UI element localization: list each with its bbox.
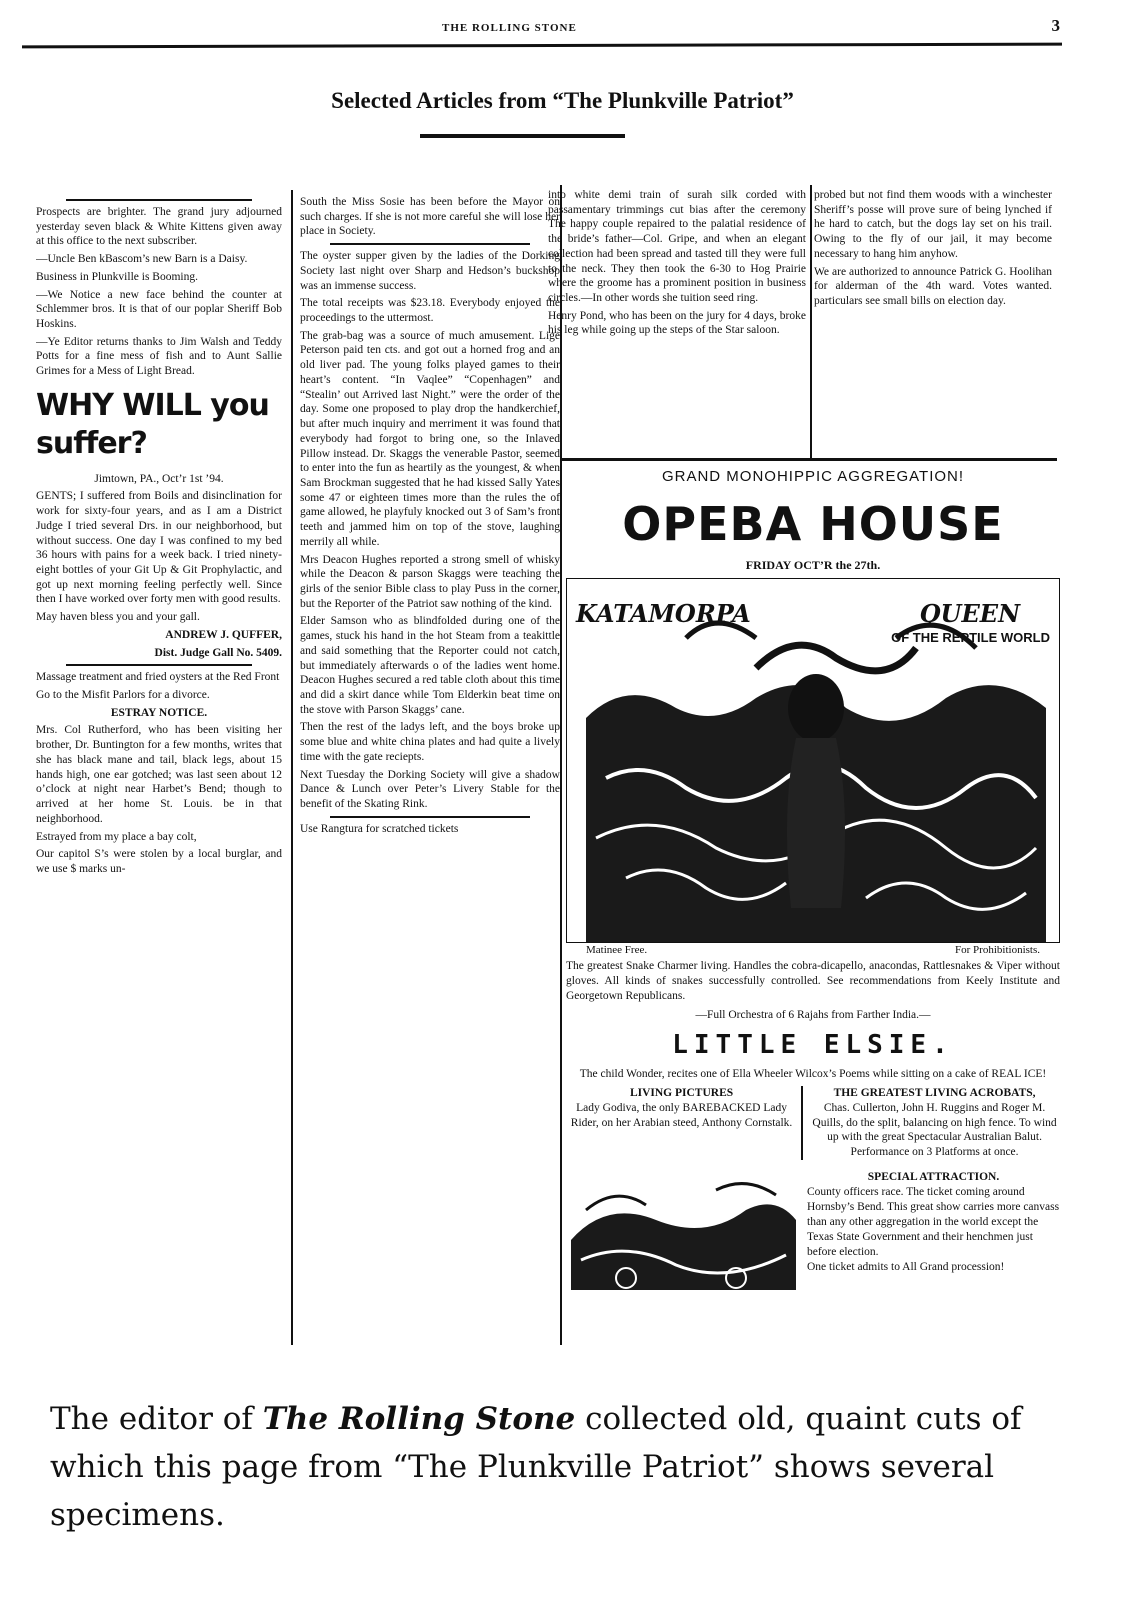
column-rule-1 — [291, 190, 293, 1345]
item-grab-bag: The grab-bag was a source of much amusement. Lige Peterson paid ten cts. and got out a horned frog and an old liver pad. The young folks played games to their heart’s content. “In Vaqlee” “Copenhagen” and “Stealin’ out Arrived last Night.” were the order of the day. Some one proposed to play drop the handkerchief, but after much inquiry and merriment it was found that everybody had forgot to bring one, so the Inlaved Pillow instead. Dr. Skaggs the venerable Pastor, seemed to enter into the fun as heartily as the youngest, & when Sam Brockman suggested that he had kissed Sally Yates some 47 or eighteen times more than the rules the of game allowed, he playfuly knocked out 3 of Sam’s front teeth and jammed him on top of the stove, laughing merrily all while. — [300, 329, 560, 548]
ad-date: FRIDAY OCT’R the 27th. — [745, 558, 881, 573]
column-2 — [300, 195, 560, 1345]
item-rangtura: Use Rangtura for scratched tickets — [300, 822, 459, 835]
ad-reptile-world: OF THE REPTILE WORLD — [891, 629, 1050, 645]
letter-date: Jimtown, PA., Oct’r 1st ’94. — [94, 472, 224, 485]
item-thanks: —Ye Editor returns thanks to Jim Walsh and Teddy Potts for a fine mess of fish and to Aunt Sallie Grimes for a Mess of Light Bread. — [36, 335, 282, 378]
column-1 — [36, 195, 282, 1345]
item-estrayed: Estrayed from my place a bay colt, — [36, 830, 197, 843]
acrobats-body: Chas. Cullerton, John H. Ruggins and Roger M. Quills, do the split, balancing on high fence. To wind up with the great Spectacular Australian Balut. Performance on 3 Platforms at once. — [812, 1101, 1057, 1159]
signature-title: Dist. Judge Gall No. 5409. — [154, 646, 282, 659]
item-alderman: We are authorized to announce Patrick G. Hoolihan for alderman of the 4th ward. Votes wanted. particulars see small bills on election day. — [814, 265, 1052, 308]
ad-snake-blurb: The greatest Snake Charmer living. Handles the cobra-dicapello, anacondas, Rattlesnakes & Viper without gloves. All kinds of snakes successfully controlled. See recommendations from Keely Institute and Georgetown Republicans. — [566, 960, 1060, 1003]
caption-post: collected old, quaint cuts of which this page from “The Plunkville Patriot” shows several specimens. — [50, 1401, 1022, 1534]
item-capitol: Our capitol S’s were stolen by a local burglar, and we use $ marks un- — [36, 848, 282, 875]
item-sosie: South the Miss Sosie has been before the Mayor on such charges. If she is not more careful she will lose her place in Society. — [300, 196, 560, 238]
divider — [330, 243, 530, 245]
living-pictures-body: Lady Godiva, the only BAREBACKED Lady Rider, on her Arabian steed, Anthony Cornstalk. — [570, 1101, 793, 1129]
ad-matinee: Matinee Free. — [586, 943, 648, 956]
item-oyster-supper: The oyster supper given by the ladies of the Dorking Society last night over Sharp and Hedson’s buckshop was an immense success. — [300, 250, 560, 292]
masthead — [22, 14, 1062, 54]
ad-orchestra: —Full Orchestra of 6 Rajahs from Farther India.— — [695, 1009, 931, 1021]
caption-pre: The editor of — [50, 1401, 263, 1437]
special-attraction-text — [801, 1170, 1060, 1300]
column-3 — [548, 188, 806, 458]
item-massage: Massage treatment and fried oysters at the Red Front — [36, 671, 280, 684]
procession-engraving — [566, 1170, 801, 1300]
item-henry-pond: Henry Pond, who has been on the jury for 4 days, broke his leg while going up the steps of the Star saloon. — [548, 309, 806, 337]
estray-title: ESTRAY NOTICE. — [110, 706, 208, 719]
estray-body: Mrs. Col Rutherford, who has been visiting her brother, Dr. Buntington for a few months, writes that she has black mane and tail, black legs, about 15 hands high, one ear gotched; was last seen about 12 o’clock at night near Harbet’s Bend; though to arrived at her home St. Louis. be in that neighborhood. — [36, 724, 282, 825]
column-rule-3 — [810, 185, 812, 460]
acrobats-title: THE GREATEST LIVING ACROBATS, — [833, 1086, 1036, 1099]
ad-corners — [566, 943, 1060, 957]
divider — [66, 199, 252, 201]
ad-queen: QUEEN — [919, 598, 1020, 628]
masthead-rule — [22, 43, 1062, 49]
item-ladies-left: Then the rest of the ladys left, and the boys broke up some blue and white china plates and had quite a lively time with the gate reciepts. — [300, 721, 560, 763]
item-posse: probed but not find them woods with a winchester Sheriff’s posse will prove sure of being lynched if he hard to catch, but the dogs lay set on his trail. Owing to the fly of our jail, it may become necessary to hang him anyhow. — [814, 189, 1052, 260]
ad-acrobats — [803, 1086, 1060, 1161]
ad-child-wonder: The child Wonder, recites one of Ella Wheeler Wilcox’s Poems while sitting on a cake of REAL ICE! — [579, 1067, 1047, 1080]
signature-name: ANDREW J. QUFFER, — [165, 628, 282, 641]
ad-prohibition: For Prohibitionists. — [955, 943, 1040, 956]
special-close: One ticket admits to All Grand procession! — [807, 1260, 1005, 1273]
opera-house-ad — [566, 463, 1060, 1343]
page-caption — [50, 1395, 1080, 1539]
item-samson: Elder Samson who as blindfolded during one of the games, stuck his hand in the hot Steam from a teakittle and said something that the Reporter could not catch, but immediately afterwards o of the ladies went home. Deacon Hughes secured a red table cloth about this time and did a skirt dance while Tom Elderkin beat time on the stove with Parson Skaggs’ cane. — [300, 615, 560, 716]
item-barn: —Uncle Ben kBascom’s new Barn is a Daisy. — [36, 253, 248, 266]
item-divorce: Go to the Misfit Parlors for a divorce. — [36, 689, 210, 702]
ad-why-suffer: WHY WILL you suffer? — [36, 387, 269, 462]
masthead-title: THE ROLLING STONE — [442, 22, 577, 34]
letter-close: May haven bless you and your gall. — [36, 611, 200, 624]
headline-rule — [420, 134, 625, 138]
divider — [330, 816, 530, 818]
item-business: Business in Plunkville is Booming. — [36, 270, 198, 283]
caption-publication: The Rolling Stone — [262, 1401, 576, 1437]
item-hughes: Mrs Deacon Hughes reported a strong smell of whisky while the Deacon & parson Skaggs were teaching the girls of the senior Bible class to play Puss in the corner, but the Reporter of the Patriot saw nothing of the kind. — [300, 553, 560, 610]
ad-special-attraction — [566, 1170, 1060, 1300]
ad-living-pictures — [566, 1086, 803, 1161]
item-receipts: The total receipts was $23.18. Everybody enjoyed the proceedings to the uttermost. — [300, 297, 560, 325]
letter-body: GENTS; I suffered from Boils and disinclination for work for sixty-four years, and as I am a District Judge I tried several Drs. in our neighborhood, but without success. One day I was confined to my bed 36 hours with pains for a week back. I tried ninety-eight bottles of your Git Up & Git Prophylactic, and got up next morning feeling perfectly well. Since then I have worked over forty men with good results. — [36, 490, 282, 606]
ad-opera-house: OPEBA HOUSE — [622, 496, 1004, 551]
item-dorking: Next Tuesday the Dorking Society will give a shadow Dance & Lunch over Peter’s Livery Stable for the benefit of the Skating Rink. — [300, 768, 560, 811]
special-body: County officers race. The ticket coming around Hornsby’s Bend. This great show carries more canvass than any other aggregation in the world except the Texas State Government and their henchmen just before election. — [807, 1186, 1060, 1259]
item-new-face: —We Notice a new face behind the counter at Schlemmer bros. It is that of our poplar Sheriff Bob Hoskins. — [36, 288, 282, 331]
special-title: SPECIAL ATTRACTION. — [867, 1171, 1000, 1184]
ad-two-columns — [566, 1086, 1060, 1161]
divider — [66, 664, 252, 666]
column-4 — [814, 188, 1052, 458]
living-pictures-title: LIVING PICTURES — [629, 1086, 734, 1099]
item-prospects: Prospects are brighter. The grand jury adjourned yesterday seven black & White Kittens given away at this office to the next subscriber. — [36, 206, 282, 248]
ad-top-rule — [562, 458, 1057, 461]
item-wedding: into white demi train of surah silk corded with passamentary trimmings cut bias after the ceremony The happy couple repaired to the palatial residence of the bride’s father—Col. Gripe, and when an elegant collection had been spread and tasted till they were full to the neck. They then took the 6-30 to Hog Prairie where the groome has a prominent position in business circles.—In other words she tuition seed ring. — [548, 189, 806, 305]
page-headline: Selected Articles from “The Plunkville Patriot” — [331, 88, 794, 113]
ad-katamorpa: KATAMORPA — [576, 598, 751, 628]
ad-little-elsie: LITTLE ELSIE. — [672, 1029, 954, 1060]
snake-charmer-illustration — [566, 578, 1060, 943]
page-number: 3 — [1051, 16, 1060, 35]
ad-aggregation: GRAND MONOHIPPIC AGGREGATION! — [661, 468, 965, 485]
